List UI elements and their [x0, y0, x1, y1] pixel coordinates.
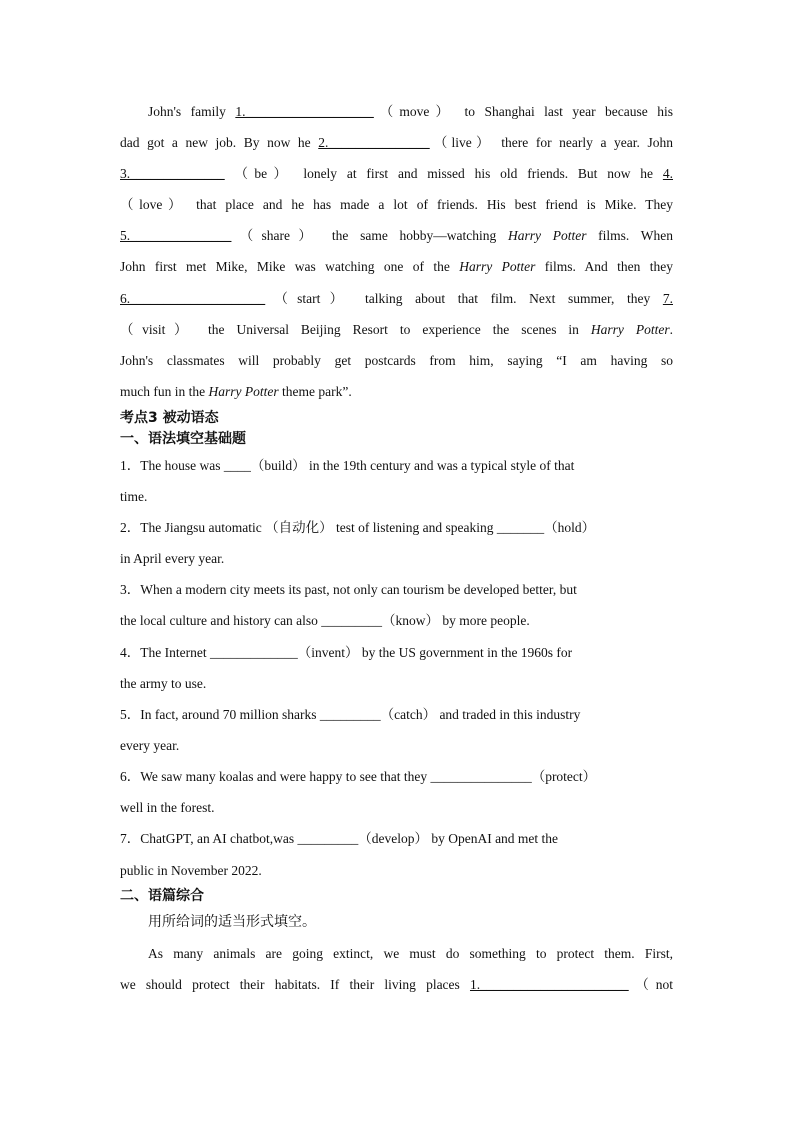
passage2-line-2 — [120, 975, 673, 995]
text: （be） lonely at first and missed his old friends. But now he — [224, 166, 663, 181]
italic-title: Harry Potter — [508, 228, 587, 243]
passage1-line-9 — [120, 351, 673, 371]
text: . — [669, 322, 673, 337]
passage1-line-8 — [120, 320, 673, 340]
passage1-line-6 — [120, 257, 673, 277]
passage1-line-5 — [120, 226, 673, 246]
question-3-cont: the local culture and history can also _________（know） by more people. — [120, 613, 530, 628]
blank-1[interactable]: 1.______________________ — [469, 977, 629, 992]
passage1-line-2 — [120, 133, 673, 153]
question-4: 4．The Internet _____________（invent） by the US government in the 1960s for — [120, 645, 573, 660]
question-7-cont: public in November 2022. — [120, 863, 262, 878]
question-5: 5．In fact, around 70 million sharks _________（catch） and traded in this industry — [120, 707, 581, 722]
blank-4[interactable]: 4. — [662, 166, 673, 181]
question-3: 3．When a modern city meets its past, not only can tourism be developed better, but — [120, 582, 577, 597]
text: John's classmates will probably get postcards from him, saying “I am having so — [120, 353, 673, 368]
text: theme park”. — [278, 384, 352, 399]
passage1-line-10 — [120, 382, 352, 402]
blank-3[interactable]: 3.______________ — [120, 166, 225, 181]
passage2-line-1: As many animals are going extinct, we must do something to protect them. First, — [148, 946, 673, 961]
text: much fun in the — [120, 384, 209, 399]
question-7: 7．ChatGPT, an AI chatbot,was _________（develop） by OpenAI and met the — [120, 831, 559, 846]
blank-2[interactable]: 2._______________ — [318, 135, 430, 150]
text: dad got a new job. By now he — [120, 135, 319, 150]
passage1-line-3 — [120, 164, 673, 184]
passage1-line-4 — [120, 195, 673, 215]
italic-title: Harry Potter — [459, 259, 536, 274]
text: （love） that place and he has made a lot of friends. His best friend is Mike. They — [120, 197, 673, 212]
blank-5[interactable]: 5._______________ — [120, 228, 232, 243]
question-2: 2．The Jiangsu automatic （自动化） test of listening and speaking _______（hold） — [120, 520, 596, 535]
question-2-cont: in April every year. — [120, 551, 225, 566]
question-1: 1．The house was ____（build） in the 19th century and was a typical style of that — [120, 458, 575, 473]
text: films. And then they — [535, 259, 674, 274]
question-4-cont: the army to use. — [120, 676, 207, 691]
instruction: 用所给词的适当形式填空。 — [148, 914, 316, 930]
italic-title: Harry Potter — [590, 322, 670, 337]
text: John first met Mike, Mike was watching one of the — [120, 259, 460, 274]
section-title: 考点3 被动语态 — [120, 410, 219, 426]
question-1-cont: time. — [120, 489, 148, 504]
text: （not — [628, 977, 673, 992]
passage1-line-1 — [120, 102, 673, 122]
text: （start） talking about that film. Next summer, they — [265, 291, 663, 306]
passage1-line-7 — [120, 289, 673, 309]
italic-title: Harry Potter — [208, 384, 279, 399]
question-6: 6．We saw many koalas and were happy to see that they _______________（protect） — [120, 769, 597, 784]
part1-title: 一、语法填空基础题 — [120, 431, 246, 447]
question-5-cont: every year. — [120, 738, 180, 753]
text: John's family — [148, 104, 236, 119]
text: （move） to Shanghai last year because his — [373, 104, 673, 119]
text: films. When — [586, 228, 673, 243]
blank-1[interactable]: 1.___________________ — [235, 104, 374, 119]
blank-6[interactable]: 6.____________________ — [120, 291, 266, 306]
text: we should protect their habitats. If their living places — [120, 977, 470, 992]
blank-7[interactable]: 7. — [662, 291, 673, 306]
text: （share） the same hobby—watching — [231, 228, 508, 243]
part2-title: 二、语篇综合 — [120, 888, 204, 904]
question-6-cont: well in the forest. — [120, 800, 215, 815]
text: （live） there for nearly a year. John — [429, 135, 673, 150]
text: （visit） the Universal Beijing Resort to experience the scenes in — [120, 322, 591, 337]
